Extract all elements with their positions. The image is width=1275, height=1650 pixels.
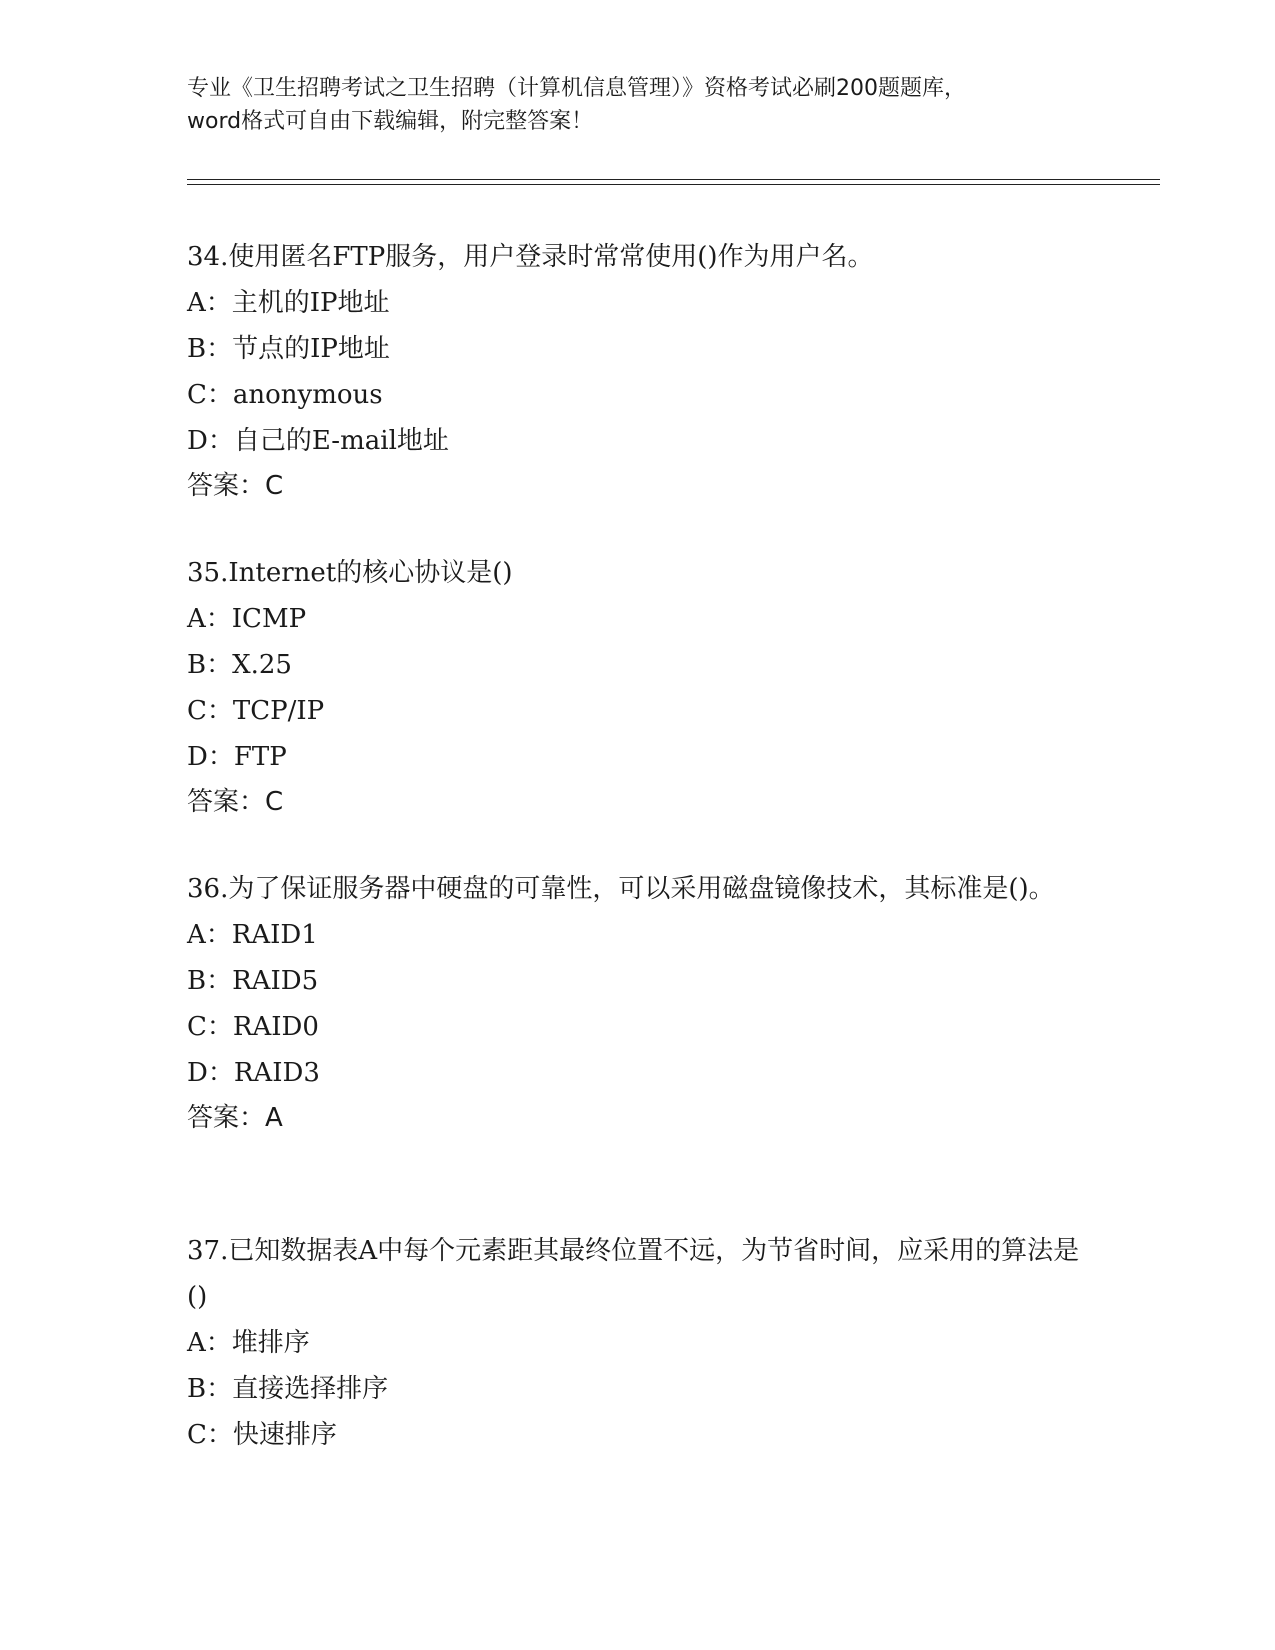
option-b: B：RAID5 — [187, 966, 319, 996]
option-b: B：直接选择排序 — [187, 1374, 389, 1404]
question-stem: 37.已知数据表A中每个元素距其最终位置不远，为节省时间，应采用的算法是() — [187, 1236, 1080, 1312]
answer-line: 答案：C — [187, 787, 284, 817]
option-c: C：anonymous — [187, 380, 383, 410]
option-c: C：TCP/IP — [187, 696, 325, 726]
option-d: D：FTP — [187, 742, 287, 772]
header-line-1: 专业《卫生招聘考试之卫生招聘（计算机信息管理）》资格考试必刷200题题库， — [187, 76, 966, 101]
question-stem: 36.为了保证服务器中硬盘的可靠性，可以采用磁盘镜像技术，其标准是()。 — [187, 874, 1055, 904]
option-b: B：X.25 — [187, 650, 292, 680]
question-stem: 34.使用匿名FTP服务，用户登录时常常使用()作为用户名。 — [187, 242, 874, 272]
option-a: A：RAID1 — [187, 920, 318, 950]
option-c: C：RAID0 — [187, 1012, 319, 1042]
option-c: C：快速排序 — [187, 1420, 337, 1450]
option-d: D：自己的E-mail地址 — [187, 426, 449, 456]
question-36 — [187, 864, 1087, 1140]
answer-line: 答案：C — [187, 471, 284, 501]
question-35 — [187, 548, 1087, 824]
option-a: A：堆排序 — [187, 1328, 310, 1358]
header-line-2: word格式可自由下载编辑，附完整答案！ — [187, 109, 594, 134]
option-d: D：RAID3 — [187, 1058, 320, 1088]
question-stem: 35.Internet的核心协议是() — [187, 558, 513, 588]
option-a: A：主机的IP地址 — [187, 288, 390, 318]
header-divider-top — [187, 179, 1160, 180]
question-37 — [187, 1226, 1087, 1458]
answer-line: 答案：A — [187, 1103, 283, 1133]
option-b: B：节点的IP地址 — [187, 334, 390, 364]
question-34 — [187, 232, 1087, 508]
option-a: A：ICMP — [187, 604, 307, 634]
document-header — [187, 72, 1087, 138]
header-divider-bottom — [187, 184, 1160, 185]
